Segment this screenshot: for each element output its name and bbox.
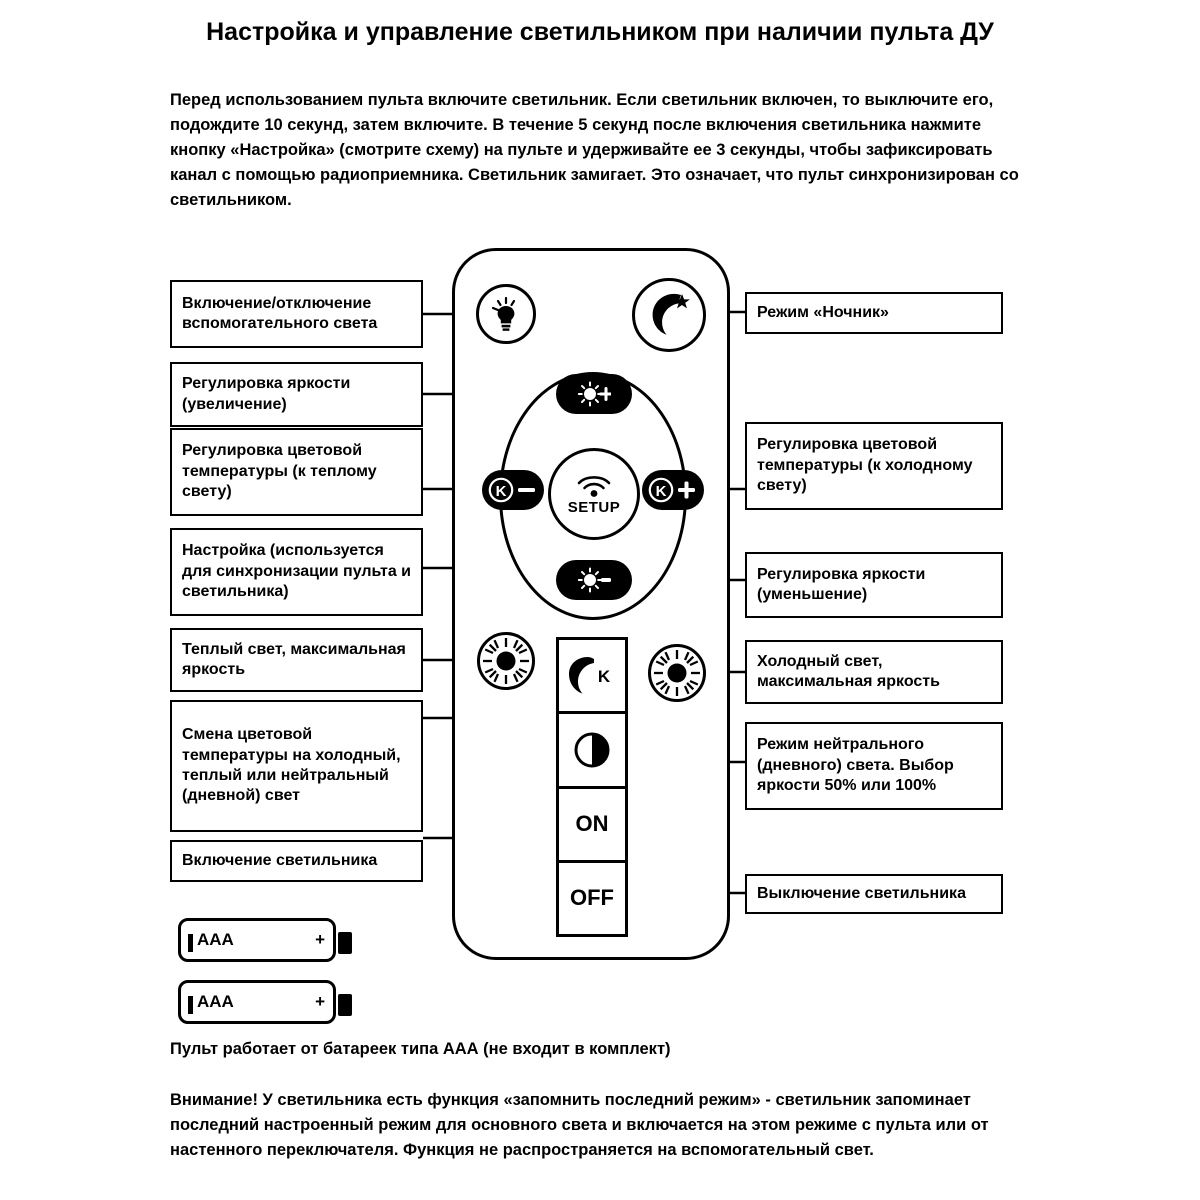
setup-button[interactable] <box>548 448 640 540</box>
callout-text: Включение/отключение вспомогательного света <box>182 294 378 332</box>
callout-text: Теплый свет, максимальная яркость <box>182 640 406 678</box>
battery-plus: + <box>315 930 325 949</box>
battery-2 <box>178 980 336 1024</box>
color-temp-warm-button[interactable] <box>482 470 544 510</box>
battery-plus-terminal <box>338 994 352 1016</box>
battery-plus: + <box>315 992 325 1011</box>
callout-text: Холодный свет, максимальная яркость <box>757 652 940 690</box>
svg-text:K: K <box>597 666 611 686</box>
callout-aux-light-toggle <box>170 280 423 348</box>
battery-label: AAA <box>197 992 234 1011</box>
warm-max-button[interactable] <box>477 632 535 690</box>
callout-text: Настройка (используется для синхронизации пульта и светильника) <box>182 542 411 601</box>
callout-temp-warm <box>170 428 423 516</box>
battery-plus-terminal <box>338 932 352 954</box>
brightness-down-button[interactable] <box>556 560 632 600</box>
callout-text: Регулировка яркости (увеличение) <box>182 375 351 413</box>
attention-note: Внимание! У светильника есть функция «запомнить последний режим» - светильник запоминает последний настроенный режим для основного света и включается на этом режиме с пульта или от настенного переключателя. Функция не распространяется на вспомогательный свет. <box>170 1091 989 1160</box>
kelvin-minus-icon <box>487 477 539 503</box>
battery-minus-terminal <box>188 934 193 952</box>
callout-text: Смена цветовой температуры на холодный, теплый или нейтральный (дневной) свет <box>182 726 401 805</box>
sun-cold-icon <box>652 648 702 698</box>
callout-text: Режим «Ночник» <box>757 303 889 321</box>
half-moon-contrast-icon <box>570 728 614 772</box>
battery-label: AAA <box>197 930 234 949</box>
callout-temp-cold <box>745 422 1003 510</box>
moon-star-icon <box>641 287 697 343</box>
page-title: Настройка и управление светильником при наличии пульта ДУ <box>206 18 994 46</box>
battery-1 <box>178 918 336 962</box>
callout-cold-max <box>745 640 1003 704</box>
callout-brightness-down <box>745 552 1003 618</box>
callout-text: Включение светильника <box>182 851 378 869</box>
callout-brightness-up <box>170 362 423 427</box>
bulb-icon <box>485 293 527 335</box>
lamp-off-button[interactable]: OFF <box>570 885 614 911</box>
aux-light-button[interactable] <box>476 284 536 344</box>
neutral-mode-button[interactable] <box>559 714 625 788</box>
callout-lamp-off <box>745 874 1003 914</box>
sun-plus-icon <box>577 379 611 409</box>
intro-paragraph: Перед использованием пульта включите светильник. Если светильник включен, то выключите его, подождите 10 секунд, затем включите. В течение 5 секунд после включения светильника нажмите кнопку «Настройка» (смотрите схему) на пульте и удерживайте ее 3 секунды, чтобы зафиксировать канал с помощью радиоприемника. Светильник замигает. Это означает, что пульт синхронизирован со светильником. <box>170 91 1019 210</box>
callout-lamp-on <box>170 840 423 882</box>
callout-text: Регулировка яркости (уменьшение) <box>757 565 926 603</box>
callout-temp-cycle <box>170 700 423 832</box>
callout-warm-max <box>170 628 423 692</box>
color-temp-cycle-button[interactable] <box>559 640 625 714</box>
lamp-on-button[interactable]: ON <box>559 789 625 863</box>
callout-text: Регулировка цветовой температуры (к холодному свету) <box>757 436 973 495</box>
kelvin-plus-icon <box>647 477 699 503</box>
svg-text:K: K <box>655 483 667 500</box>
callout-text: Регулировка цветовой температуры (к теплому свету) <box>182 442 377 501</box>
callout-night-mode <box>745 292 1003 334</box>
sun-warm-icon <box>481 636 531 686</box>
battery-note: Пульт работает от батареек типа ААА (не входит в комплект) <box>170 1040 671 1058</box>
callout-text: Режим нейтрального (дневного) света. Выбор яркости 50% или 100% <box>757 736 954 795</box>
callout-text: Выключение светильника <box>757 884 966 902</box>
sun-minus-icon <box>577 565 611 595</box>
battery-minus-terminal <box>188 996 193 1014</box>
callout-neutral-mode <box>745 722 1003 810</box>
brightness-up-button[interactable] <box>556 374 632 414</box>
setup-label: SETUP <box>567 499 621 516</box>
cold-max-button[interactable] <box>648 644 706 702</box>
color-temp-cold-button[interactable] <box>642 470 704 510</box>
night-mode-button[interactable] <box>632 278 706 352</box>
svg-text:K: K <box>495 483 507 500</box>
wifi-icon <box>574 472 614 498</box>
key-column <box>556 637 628 937</box>
callout-setup <box>170 528 423 616</box>
moon-kelvin-icon <box>565 655 619 697</box>
